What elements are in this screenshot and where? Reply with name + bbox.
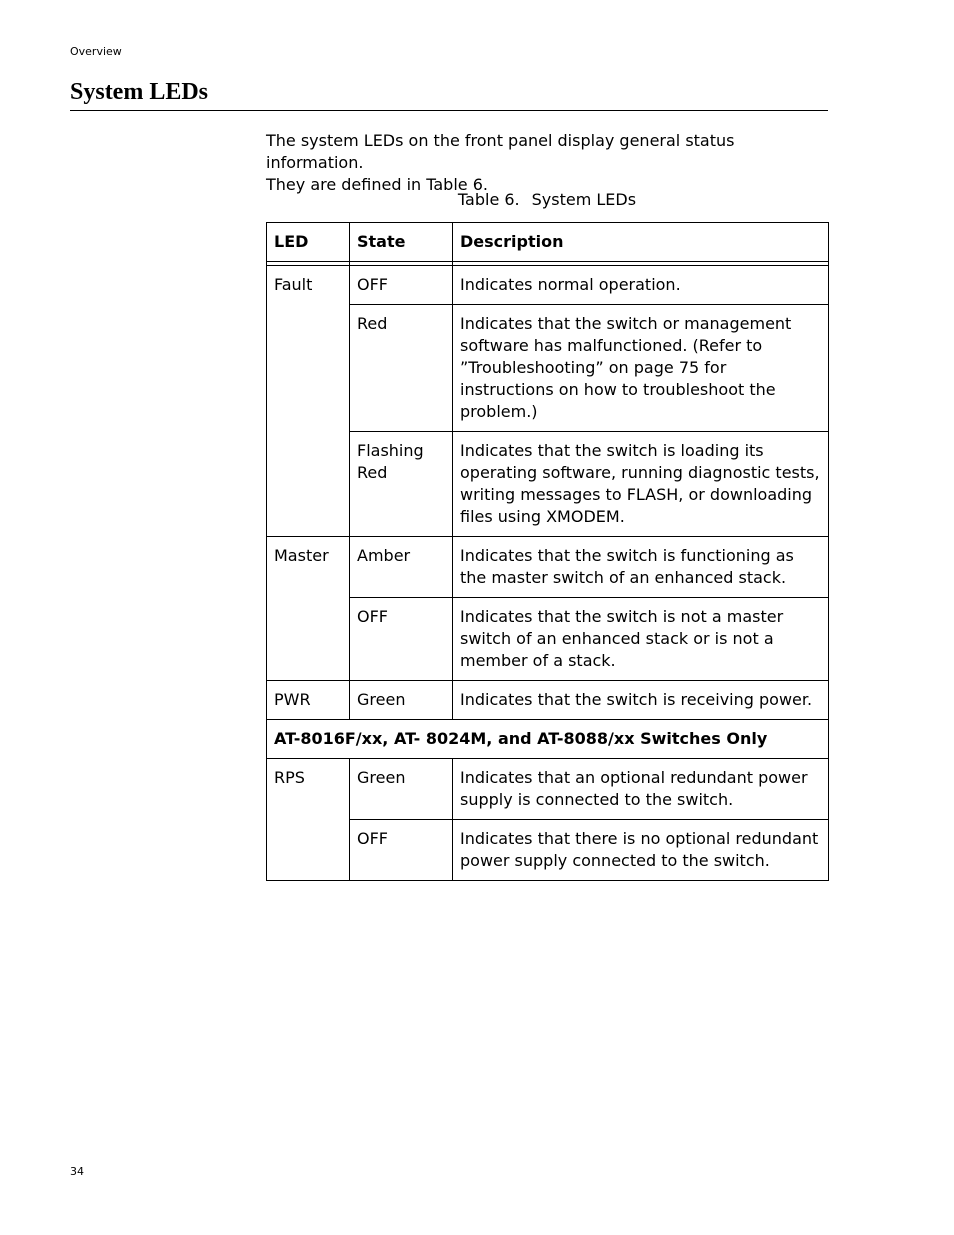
led-cell-pwr: PWR: [267, 681, 350, 720]
intro-line-2: They are defined in Table 6.: [266, 175, 488, 194]
description-cell: Indicates that the switch is receiving power.: [453, 681, 829, 720]
table-row-rps-green: [267, 759, 829, 820]
group-heading-cell: AT-8016F/xx, AT- 8024M, and AT-8088/xx Switches Only: [267, 720, 829, 759]
header-led: LED: [267, 223, 350, 262]
table-caption-title: System LEDs: [531, 190, 637, 209]
state-cell: Red: [350, 305, 453, 432]
header-description: Description: [453, 223, 829, 262]
state-cell: Green: [350, 681, 453, 720]
table-header-row: [267, 223, 829, 262]
table-row-master-amber: [267, 537, 829, 598]
description-cell: Indicates normal operation.: [453, 266, 829, 305]
description-cell: Indicates that there is no optional redundant power supply connected to the switch.: [453, 820, 829, 881]
description-cell: Indicates that the switch or management software has malfunctioned. (Refer to ”Troubleshooting” on page 75 for instructions on how to troubleshoot the problem.): [453, 305, 829, 432]
state-cell: OFF: [350, 820, 453, 881]
section-title: System LEDs: [70, 79, 209, 105]
page-number: 34: [70, 1165, 84, 1178]
intro-line-1: The system LEDs on the front panel display general status information.: [266, 131, 735, 172]
state-cell: Amber: [350, 537, 453, 598]
led-cell-master: Master: [267, 537, 350, 681]
table-row-fault-red: [267, 305, 829, 432]
led-cell-fault: Fault: [267, 266, 350, 537]
header-state: State: [350, 223, 453, 262]
state-cell: Flashing Red: [350, 432, 453, 537]
description-cell: Indicates that the switch is loading its operating software, running diagnostic tests, writing messages to FLASH, or downloading files using XMODEM.: [453, 432, 829, 537]
table-row-master-off: [267, 598, 829, 681]
table-group-row: [267, 720, 829, 759]
led-cell-rps: RPS: [267, 759, 350, 881]
state-cell: Green: [350, 759, 453, 820]
description-cell: Indicates that an optional redundant power supply is connected to the switch.: [453, 759, 829, 820]
table-row-fault-off: [267, 266, 829, 305]
state-cell: OFF: [350, 266, 453, 305]
description-cell: Indicates that the switch is not a master switch of an enhanced stack or is not a member of a stack.: [453, 598, 829, 681]
state-cell: OFF: [350, 598, 453, 681]
table-caption: [266, 189, 828, 211]
table-row-rps-off: [267, 820, 829, 881]
table-row-fault-flashing-red: [267, 432, 829, 537]
description-cell: Indicates that the switch is functioning as the master switch of an enhanced stack.: [453, 537, 829, 598]
table-row-pwr-green: [267, 681, 829, 720]
system-leds-table: [266, 222, 829, 881]
intro-paragraph: [266, 130, 828, 196]
title-rule: [70, 110, 828, 111]
running-header: Overview: [70, 45, 122, 58]
table-caption-label: Table 6.: [457, 190, 520, 209]
